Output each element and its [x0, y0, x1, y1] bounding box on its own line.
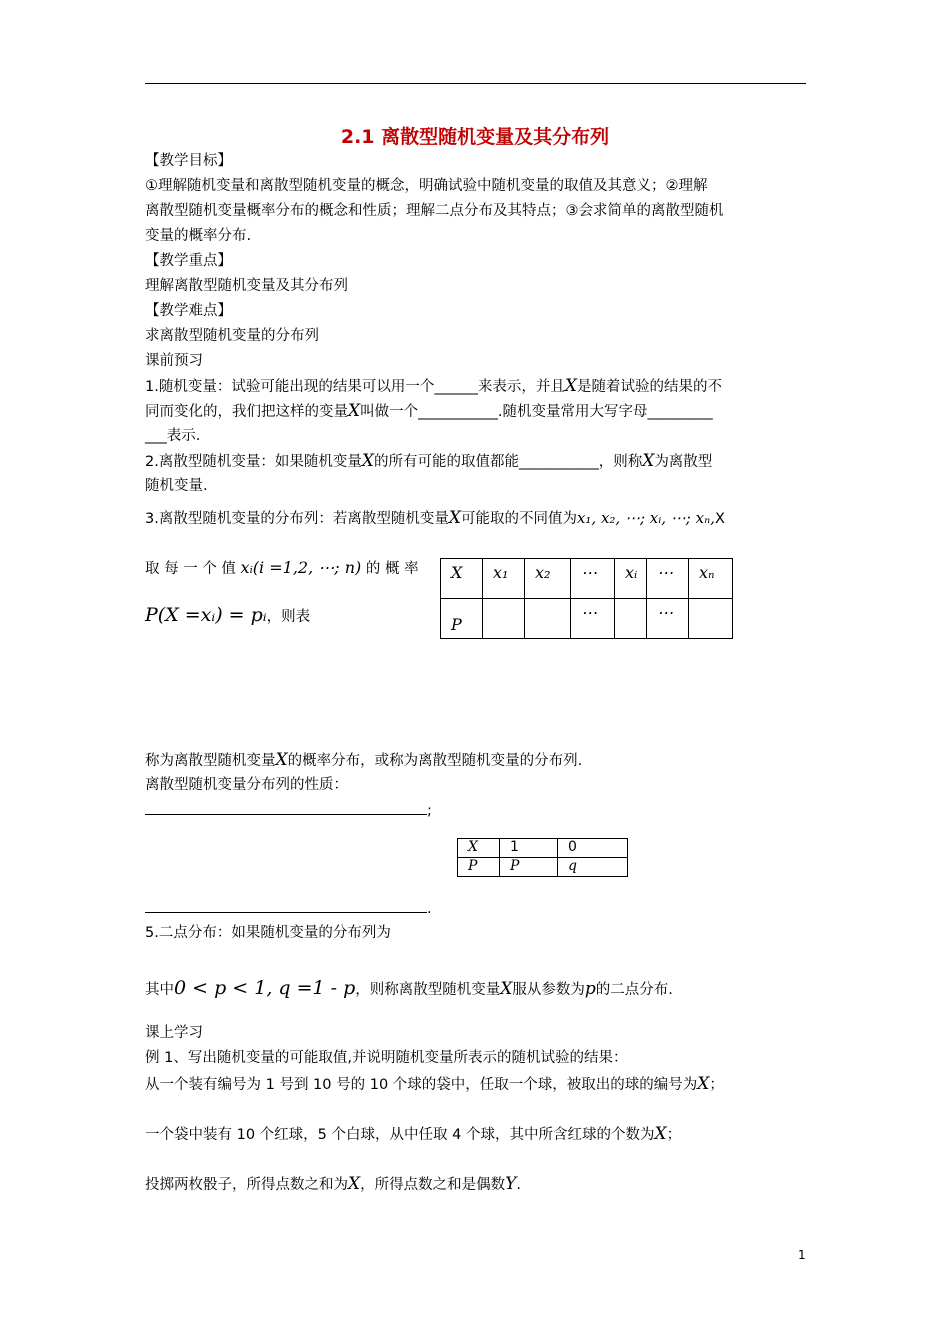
table-row — [458, 858, 628, 877]
q3-after: 称为离散型随机变量X的概率分布，或称为离散型随机变量的分布列. — [145, 750, 583, 770]
q3-line-1: 3.离散型随机变量的分布列：若离散型随机变量X可能取的不同值为x₁, x₂, ⋯; xᵢ, ⋯; xₙ,X — [145, 508, 725, 528]
table-cell: 1 — [500, 839, 558, 858]
table-cell: ⋯ — [571, 559, 615, 599]
var-x: X — [348, 401, 361, 421]
var-x: X — [697, 1074, 710, 1094]
table-cell: x₂ — [525, 559, 571, 599]
difficulty-heading: 【教学难点】 — [145, 303, 232, 319]
q2-line-2: 随机变量. — [145, 478, 208, 494]
table-cell: xₙ — [689, 559, 733, 599]
table-row — [458, 839, 628, 858]
example-1-b: 一个袋中装有 10 个红球，5 个白球，从中任取 4 个球，其中所含红球的个数为X； — [145, 1124, 682, 1144]
answer-blank — [145, 898, 427, 913]
value-expr: xᵢ(i =1,2, ⋯; n) — [240, 558, 362, 577]
var-x: X — [448, 508, 461, 528]
var-x: X — [654, 1124, 667, 1144]
var-y: Y — [505, 1174, 517, 1194]
table-row — [441, 559, 733, 599]
table-cell: xᵢ — [615, 559, 647, 599]
page-title: 2.1 离散型随机变量及其分布列 — [340, 126, 610, 148]
table-cell: X — [458, 839, 500, 858]
var-x: X — [642, 451, 655, 471]
q5-line: 5.二点分布：如果随机变量的分布列为 — [145, 925, 391, 941]
table-row — [441, 599, 733, 639]
example-1-c: 投掷两枚骰子，所得点数之和为X，所得点数之和是偶数Y. — [145, 1174, 521, 1194]
example-1-a: 从一个装有编号为 1 号到 10 号的 10 个球的袋中，任取一个球，被取出的球的编号为X； — [145, 1074, 724, 1094]
goals-line-3: 变量的概率分布. — [145, 228, 252, 244]
goals-line-2: 离散型随机变量概率分布的概念和性质；理解二点分布及其特点；③会求简单的离散型随机 — [145, 203, 724, 219]
var-x: X — [361, 451, 374, 471]
q4-blank-1: ; — [145, 800, 432, 821]
q1-line-1: 1.随机变量：试验可能出现的结果可以用一个______来表示，并且X是随着试验的结果的不 — [145, 376, 722, 396]
var-x: X — [275, 750, 288, 770]
page-number: 1 — [798, 1248, 806, 1262]
table-cell: ⋯ — [647, 559, 689, 599]
param-p: p — [584, 979, 596, 999]
q4-blank-2: . — [145, 898, 432, 919]
var-x: X — [348, 1174, 361, 1194]
table-cell: 0 — [558, 839, 628, 858]
condition-expr: 0 < p < 1, q =1 - p — [174, 977, 356, 999]
q2-line-1: 2.离散型随机变量：如果随机变量X的所有可能的取值都能___________，则称X为离散型 — [145, 451, 713, 471]
prob-expr: P(X =xᵢ) = pᵢ — [145, 604, 267, 626]
var-x: X — [500, 979, 513, 999]
preview-heading: 课前预习 — [145, 353, 203, 369]
table-cell: P — [500, 858, 558, 877]
table-cell: X — [441, 559, 483, 599]
values-expr: x₁, x₂, ⋯; xᵢ, ⋯; xₙ, — [576, 509, 715, 527]
class-heading: 课上学习 — [145, 1025, 203, 1041]
distribution-table — [440, 558, 733, 639]
table-cell: ⋯ — [571, 599, 615, 639]
q3-line-2: 取 每 一 个 值 xᵢ(i =1,2, ⋯; n) 的 概 率 — [145, 558, 419, 577]
q1-line-2: 同而变化的，我们把这样的变量X叫做一个___________.随机变量常用大写字母_________ — [145, 401, 713, 421]
table-cell — [483, 599, 525, 639]
two-point-table — [457, 838, 628, 877]
q5-condition: 其中0 < p < 1, q =1 - p，则称离散型随机变量X服从参数为p的二点分布. — [145, 977, 673, 999]
table-cell: ⋯ — [647, 599, 689, 639]
table-cell — [525, 599, 571, 639]
table-cell — [615, 599, 647, 639]
key-heading: 【教学重点】 — [145, 253, 232, 269]
table-cell: P — [458, 858, 500, 877]
table-cell: q — [558, 858, 628, 877]
answer-blank — [145, 800, 427, 815]
header-rule — [145, 83, 806, 84]
table-cell: x₁ — [483, 559, 525, 599]
table-cell: P — [441, 599, 483, 639]
q3-line-3: P(X =xᵢ) = pᵢ，则表 — [145, 604, 311, 626]
difficulty-text: 求离散型随机变量的分布列 — [145, 328, 319, 344]
goals-line-1: ①理解随机变量和离散型随机变量的概念，明确试验中随机变量的取值及其意义；②理解 — [145, 178, 708, 194]
q1-line-3: ___表示. — [145, 428, 201, 444]
example-1-heading: 例 1、写出随机变量的可能取值,并说明随机变量所表示的随机试验的结果： — [145, 1050, 628, 1066]
q4-heading: 离散型随机变量分布列的性质： — [145, 777, 348, 793]
goals-heading: 【教学目标】 — [145, 153, 232, 169]
table-cell — [689, 599, 733, 639]
var-x: X — [564, 376, 577, 396]
key-text: 理解离散型随机变量及其分布列 — [145, 278, 348, 294]
